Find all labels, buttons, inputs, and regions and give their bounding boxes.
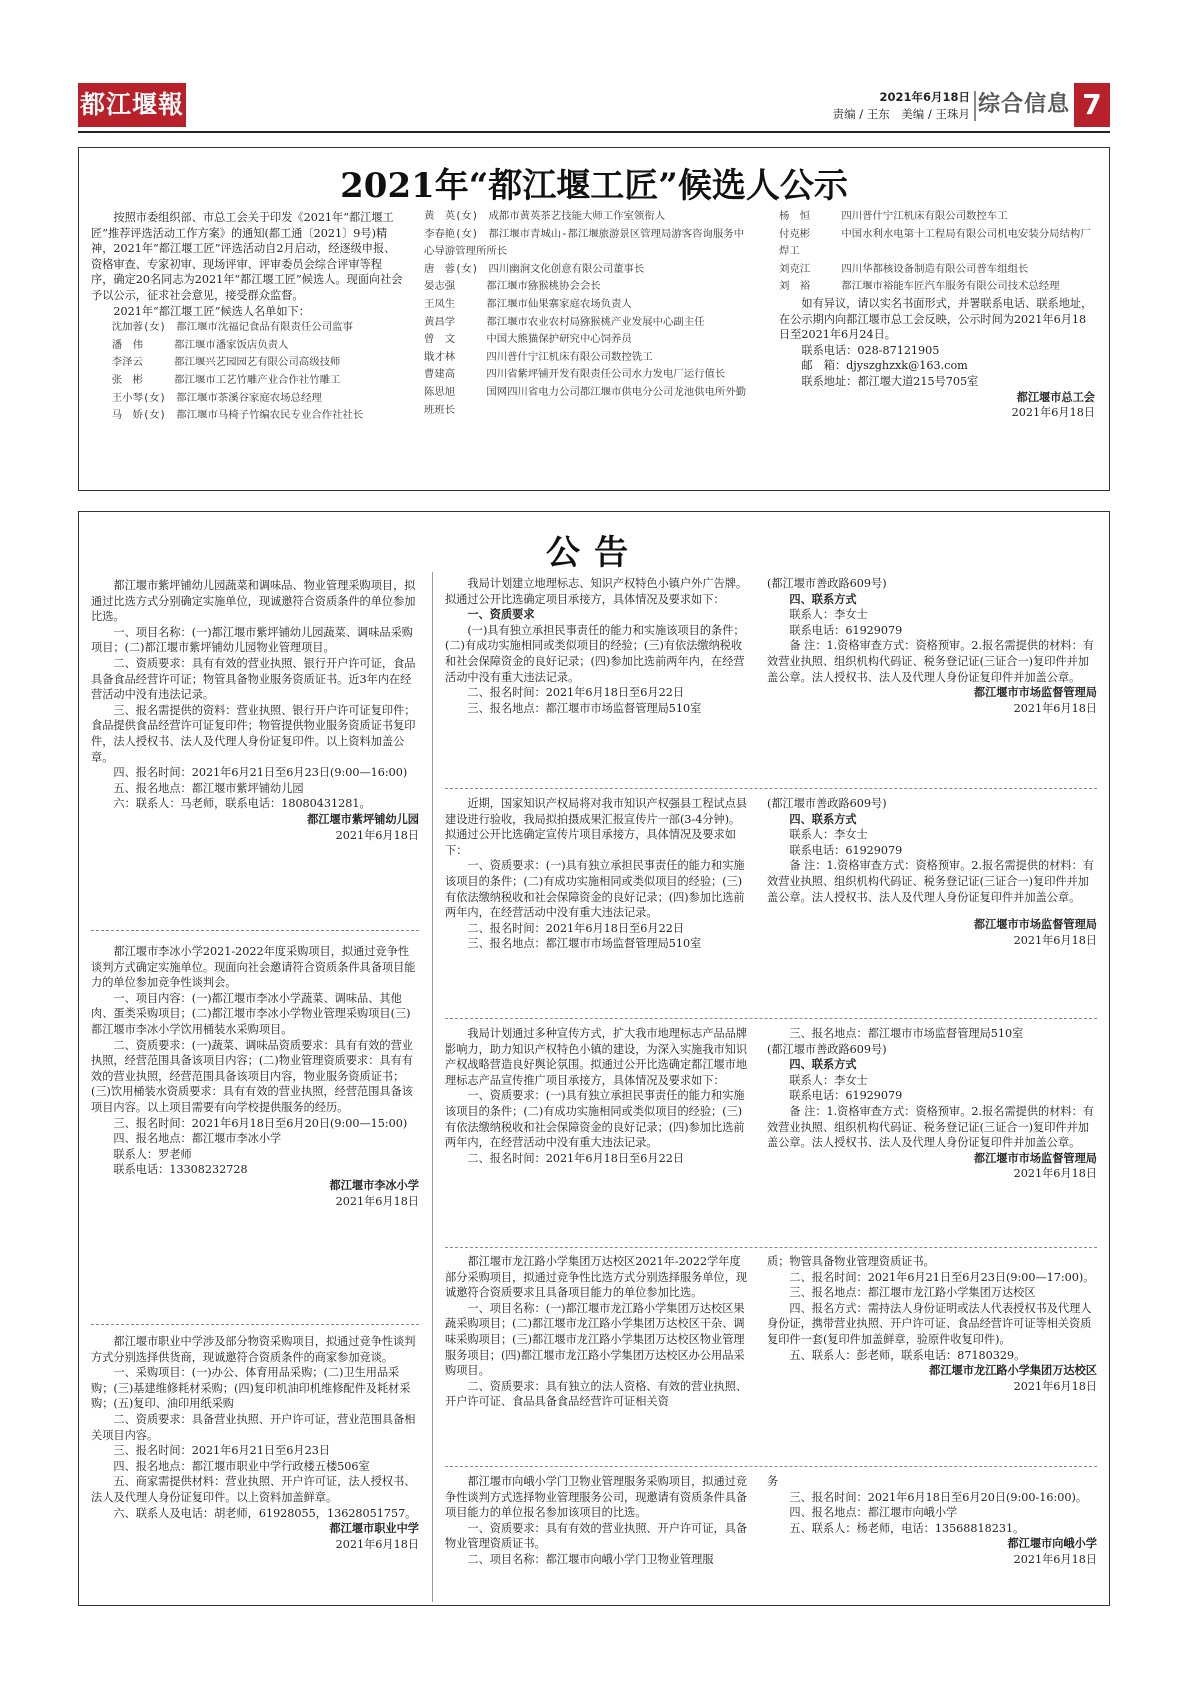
announcement-item: 一、资质要求：(一)具有独立承担民事责任的能力和实施该项目的条件；(二)有成功实施相同或类似项目的经验；(三)有依法缴纳税收和社会保障资金的良好记录；(四)参加比选前两年内，在经营活动中没有重大违法记录。 xyxy=(445,1089,745,1150)
announcement-date: 2021年6月18日 xyxy=(335,828,419,842)
separator xyxy=(91,1324,419,1325)
header-separator xyxy=(974,91,976,121)
announcement-xiang-e-right xyxy=(767,1474,1097,1568)
contact-person: 联系人：李女士 xyxy=(789,1073,868,1087)
announcement-item: 三、报名时间：2021年6月18日至6月20日(9:00-16:00)。 xyxy=(789,1490,1088,1504)
announcement-libing-school xyxy=(91,944,419,1209)
announcement-item: 二、项目名称：都江堰市向峨小学门卫物业管理服 xyxy=(467,1552,714,1566)
candidate-entry: 戢才林 四川普什宁江机床有限公司数控铣工 xyxy=(424,350,653,363)
notice1-column-1 xyxy=(91,210,403,425)
announcement-item: 务 xyxy=(767,1475,779,1488)
announcement-zipingpu-kindergarten xyxy=(91,578,419,843)
candidate-entry: 王凤生 都江堰市仙果寨家庭农场负责人 xyxy=(424,297,632,310)
separator xyxy=(445,1247,1097,1248)
candidate-entry: 曾 文 中国大熊猫保护研究中心饲养员 xyxy=(424,333,632,346)
contact-address: (都江堰市善政路609号) xyxy=(767,1042,887,1056)
contact-address: (都江堰市善政路609号) xyxy=(767,797,887,810)
notice1-list-heading: 2021年“都江堰工匠”候选人名单如下： xyxy=(113,304,310,318)
candidate-entry: 黄昌学 都江堰市农业农村局猕猴桃产业发展中心副主任 xyxy=(424,315,705,328)
announcement-signer: 都江堰市市场监督管理局 xyxy=(973,1150,1097,1165)
announcement-item: 三、报名时间：2021年6月18日至6月20日(9:00—15:00) xyxy=(113,1116,408,1130)
contact-phone: 联系电话：61929079 xyxy=(789,1089,903,1103)
notice1-intro: 按照市委组织部、市总工会关于印发《2021年“都江堰工匠”推荐评选活动工作方案》的通知(都工通〔2021〕9号)精神，2021年“都江堰工匠”评选活动自2月启动，经逐级申报、资格审查、专家初审、现场评审、评审委员会综合评审等程序，确定20名同志为2021年“都江堰工匠”候选人。现面向社会予以公示，征求社会意见，接受群众监督。 xyxy=(91,211,403,302)
announcement-item: 二、报名时间：2021年6月21日至6月23日(9:00—17:00)。 xyxy=(789,1270,1095,1284)
announcement-item: 质；物管具备物业管理资质证书。 xyxy=(767,1255,935,1268)
announcement-item: 一、项目名称：(一)都江堰市紫坪铺幼儿园蔬菜、调味品采购项目；(二)都江堰市紫坪铺幼儿园物业管理项目。 xyxy=(91,625,413,655)
candidate-entry: 唐 蓉(女) 四川幽涧文化创意有限公司董事长 xyxy=(424,262,645,275)
announcement-date: 2021年6月18日 xyxy=(1013,1379,1097,1393)
contact-email: 邮 箱：djyszghzxk@163.com xyxy=(801,359,968,373)
announcement-video-left xyxy=(445,796,751,952)
announcement-item: 四、报名时间：2021年6月21日至6月23日(9:00—16:00) xyxy=(113,766,408,780)
masthead xyxy=(78,83,1110,129)
announcement-item: 二、报名时间：2021年6月18日至6月22日 xyxy=(467,921,685,935)
separator xyxy=(91,930,419,931)
header-rule xyxy=(78,131,1110,133)
announcement-billboard-left xyxy=(445,576,751,716)
candidate-entry: 杨 恒 四川普什宁江机床有限公司数控车工 xyxy=(779,210,1008,222)
contact-person: 联系人：李女士 xyxy=(789,608,868,622)
candidate-entry: 李春艳(女) 都江堰市青城山-都江堰旅游景区管理局游客咨询服务中心导游管理所所长 xyxy=(424,227,745,258)
announcement-vocational-school xyxy=(91,1334,419,1552)
contact-phone: 联系电话：61929079 xyxy=(789,623,903,637)
announcement-signer: 都江堰市职业中学 xyxy=(329,1521,419,1536)
separator xyxy=(445,788,1097,789)
announcement-item: 一、资质要求：具有有效的营业执照、开户许可证，具备物业管理资质证书。 xyxy=(445,1521,748,1551)
craftsman-notice-title: 2021年“都江堰工匠”候选人公示 xyxy=(340,166,848,206)
announcement-item: 二、资质要求：具备营业执照、开户许可证，营业范围具备相关项目内容。 xyxy=(91,1412,416,1442)
announcement-item: 四、报名地点：都江堰市李冰小学 xyxy=(113,1132,282,1146)
announcement-signer: 都江堰市李冰小学 xyxy=(329,1177,419,1192)
candidate-entry: 陈思旭 国网四川省电力公司都江堰市供电分公司龙池供电所外勤班班长 xyxy=(424,385,747,416)
announcement-item: 二、资质要求：(一)蔬菜、调味品资质要求：具有有效的营业执照，经营范围具备该项目内容；(二)物业管理资质要求：具有有效的营业执照，经营范围具备该项目内容，物业服务资质证书；(三)饮用桶装水资质要求：具有有效的营业执照，经营范围具备该项目内容。以上项目需要有向学校提供服务的经历。 xyxy=(91,1038,413,1114)
announcement-item: 一、项目名称：(一)都江堰市龙江路小学集团万达校区果蔬采购项目；(二)都江堰市龙江路小学集团万达校区干杂、调味采购项目；(三)都江堰市龙江路小学集团万达校区物业管理服务项目；(四)都江堰市龙江路小学集团万达校区办公用品采购项目。 xyxy=(445,1301,745,1378)
announcement-intro: 都江堰市职业中学涉及部分物资采购项目，拟通过竞争性谈判方式分别选择供货商，现诚邀符合资质条件的商家参加竞谈。 xyxy=(91,1335,416,1364)
announcement-item: 联系人：罗老师 xyxy=(113,1147,192,1161)
announcement-item: 四、报名地点：都江堰市职业中学行政楼五楼506室 xyxy=(113,1459,370,1473)
announcement-date: 2021年6月18日 xyxy=(335,1537,419,1551)
contact-person: 联系人：李女士 xyxy=(789,828,868,842)
candidate-list-1 xyxy=(91,319,403,425)
section-name: 综合信息 xyxy=(977,92,1070,117)
contact-heading: 四、联系方式 xyxy=(789,591,857,606)
separator xyxy=(445,1466,1097,1467)
announcement-intro: 近期，国家知识产权局将对我市知识产权强县工程试点县建设进行验收，我局拟拍摄成果汇报宣传片一部(3-4分钟)。拟通过公开比选确定宣传片项目承接方，具体情况及要求如下： xyxy=(445,797,748,857)
announcement-intro: 都江堰市向峨小学门卫物业管理服务采购项目，拟通过竞争性谈判方式选择物业管理服务公司，现邀请有资质条件具备项目能力的单位报名参加该项目的比选。 xyxy=(445,1475,748,1520)
announcement-item: (一)具有独立承担民事责任的能力和实施该项目的条件；(二)有成功实施相同或类似项目的经验；(三)有依法缴纳税收和社会保障资金的良好记录；(四)参加比选前两年内，在经营活动中没有重大违法记录。 xyxy=(445,623,745,684)
announcement-item: 五、商家需提供材料：营业执照、开户许可证，法人授权书、法人及代理人身份证复印件。以上资料加盖鲜章。 xyxy=(91,1475,416,1504)
announcement-item: 三、报名地点：都江堰市龙江路小学集团万达校区 xyxy=(789,1286,1036,1300)
contact-address: 联系地址：都江堰大道215号705室 xyxy=(801,374,979,388)
announcement-signer: 都江堰市市场监督管理局 xyxy=(973,917,1097,932)
candidate-entry: 潘 伟 都江堰市潘家饭店负责人 xyxy=(111,338,289,351)
announcement-item: 一、采购项目：(一)办公、体育用品采购；(二)卫生用品采购；(三)基建维修耗材采购；(四)复印机油印机维修配件及耗材采购；(五)复印、油印用纸采购 xyxy=(91,1366,411,1411)
contact-heading: 四、联系方式 xyxy=(789,811,857,826)
announcement-item: 三、报名地点：都江堰市市场监督管理局510室 xyxy=(467,701,702,715)
candidate-entry: 张 彬 都江堰市工艺竹雕产业合作社竹雕工 xyxy=(111,373,341,386)
announcement-date: 2021年6月18日 xyxy=(335,1194,419,1208)
notice1-column-3 xyxy=(779,208,1095,421)
announcement-date: 2021年6月18日 xyxy=(1013,933,1097,947)
announcement-signer: 都江堰市市场监督管理局 xyxy=(973,685,1097,700)
candidate-entry: 刘 裕 都江堰市裕能车匠汽车服务有限公司技术总经理 xyxy=(779,280,1060,293)
candidate-entry: 王小琴(女) 都江堰市茶溪谷家庭农场总经理 xyxy=(111,391,322,404)
announcement-item: 四、报名方式：需持法人身份证明或法人代表授权书及代理人身份证，携带营业执照、开户许可证、食品经营许可证等相关资质复印件一套(复印件加盖鲜章，验原件收复印件)。 xyxy=(767,1301,1092,1346)
contact-note: 备 注：1.资格审查方式：资格预审。2.报名需提供的材料：有效营业执照、组织机构代码证、税务登记证(三证合一)复印件并加盖公章。法人授权书、法人及代理人身份证复印件并加盖公章。 xyxy=(767,639,1094,684)
contact-address: (都江堰市善政路609号) xyxy=(767,577,887,590)
announcement-signer: 都江堰市紫坪铺幼儿园 xyxy=(307,811,419,826)
announcement-intro: 都江堰市龙江路小学集团万达校区2021年-2022学年度部分采购项目，拟通过竞争性比选方式分别选择服务单位，现诚邀符合资质要求且具备项目能力的单位参加比选。 xyxy=(445,1255,748,1300)
announcement-heading: 一、资质要求 xyxy=(467,607,535,622)
header-date: 2021年6月18日 xyxy=(879,90,970,104)
announcement-signer: 都江堰市龙江路小学集团万达校区 xyxy=(929,1363,1097,1378)
candidate-entry: 李泽云 都江堰兴艺园园艺有限公司高级技师 xyxy=(111,356,341,369)
header-info xyxy=(833,89,970,123)
candidate-entry: 刘克江 四川华都核设备制造有限公司普车组组长 xyxy=(779,262,1029,275)
contact-phone: 联系电话：61929079 xyxy=(789,843,903,857)
announcement-date: 2021年6月18日 xyxy=(1013,1167,1097,1181)
page-number: 7 xyxy=(1074,83,1110,127)
candidate-entry: 沈加蓉(女) 都江堰市沈福记食品有限责任公司监事 xyxy=(111,321,353,334)
announcement-item: 三、报名需提供的资料：营业执照、银行开户许可证复印件；食品提供食品经营许可证复印件；物管提供物业服务资质证书复印件，法人授权书、法人及代理人身份证复印件。以上资料加盖公章。 xyxy=(91,703,416,764)
announcement-item: 二、资质要求：具有有效的营业执照、银行开户许可证，食品具备食品经营许可证；物管具备物业服务资质证书。近3年内在经营活动中没有违法记录。 xyxy=(91,656,416,702)
announcement-intro: 都江堰市紫坪铺幼儿园蔬菜和调味品、物业管理采购项目，拟通过比选方式分别确定实施单位，现诚邀符合资质条件的单位参加比选。 xyxy=(91,579,416,624)
announcement-video-right xyxy=(767,796,1097,948)
announcement-intro: 都江堰市李冰小学2021-2022年度采购项目，拟通过竞争性谈判方式确定实施单位。现面向社会邀请符合资质条件具备项目能力的单位参加竞争性谈判会。 xyxy=(91,945,416,990)
candidate-list-2 xyxy=(424,208,754,419)
announcement-item: 一、资质要求：(一)具有独立承担民事责任的能力和实施该项目的条件；(二)有成功实施相同或类似项目的经验；(三)有依法缴纳税收和社会保障资金的良好记录；(四)参加比选前两年内，在经营活动中没有重大违法记录。 xyxy=(445,859,745,920)
announcement-item: 五、报名地点：都江堰市紫坪铺幼儿园 xyxy=(113,781,304,795)
announcement-item: 五、联系人：杨老师，电话：13568818231。 xyxy=(789,1521,1025,1535)
candidate-entry: 付克彬 中国水利水电第十工程局有限公司机电安装分局结构厂焊工 xyxy=(779,227,1091,258)
announcement-item: 四、报名地点：都江堰市向峨小学 xyxy=(789,1506,958,1520)
contact-note: 备 注：1.资格审查方式：资格预审。2.报名需提供的材料：有效营业执照、组织机构代码证、税务登记证(三证合一)复印件并加盖公章。法人授权书、法人及代理人身份证复印件并加盖公章。 xyxy=(767,859,1094,904)
announcement-item: 三、报名地点：都江堰市市场监督管理局510室 xyxy=(467,937,702,951)
announcement-item: 六：联系人：马老师，联系电话：18080431281。 xyxy=(113,797,371,811)
contact-phone: 联系电话：028-87121905 xyxy=(801,343,940,357)
announcement-xiang-e-left xyxy=(445,1474,751,1568)
announcement-item: 二、报名时间：2021年6月18日至6月22日 xyxy=(467,1151,685,1165)
announcement-date: 2021年6月18日 xyxy=(1013,1552,1097,1566)
contact-note: 备 注：1.资格审查方式：资格预审。2.报名需提供的材料：有效营业执照、组织机构代码证、税务登记证(三证合一)复印件并加盖公章。法人授权书、法人及代理人身份证复印件并加盖公章。 xyxy=(767,1104,1094,1150)
announcement-geo-promo-left xyxy=(445,1026,751,1166)
candidate-entry: 晏志强 都江堰市猕猴桃协会会长 xyxy=(424,280,601,293)
contact-heading: 四、联系方式 xyxy=(789,1057,857,1072)
announcement-item: 联系电话：13308232728 xyxy=(113,1163,248,1177)
header-editors: 责编 / 王东 美编 / 王珠月 xyxy=(832,107,970,121)
announcement-intro: 我局计划通过多种宣传方式，扩大我市地理标志产品品牌影响力，助力知识产权特色小镇的建设，为深入实施我市知识产权战略营造良好舆论氛围。拟通过公开比选确定都江堰市地理标志产品宣传推广项目承接方，具体情况及要求如下： xyxy=(445,1027,748,1087)
announcement-item: 三、报名时间：2021年6月21日至6月23日 xyxy=(113,1444,331,1458)
column-divider xyxy=(432,572,433,1602)
announcement-title: 公告 xyxy=(546,533,642,573)
candidate-entry: 马 娇(女) 都江堰市马椅子竹编农民专业合作社社长 xyxy=(111,409,364,422)
announcement-intro: 我局计划建立地理标志、知识产权特色小镇户外广告牌。拟通过公开比选确定项目承接方，具体情况及要求如下： xyxy=(445,577,748,606)
craftsman-notice xyxy=(78,147,1110,491)
separator xyxy=(445,1018,1097,1019)
announcement-geo-promo-right xyxy=(767,1026,1097,1182)
announcement-billboard-right xyxy=(767,576,1097,716)
announcement-longjiang-left xyxy=(445,1254,751,1410)
announcement-section xyxy=(78,511,1110,1606)
notice1-signer: 都江堰市总工会 xyxy=(1016,389,1095,404)
announcement-signer: 都江堰市向峨小学 xyxy=(1007,1536,1097,1551)
notice1-date: 2021年6月18日 xyxy=(1011,406,1095,420)
candidate-entry: 曹建高 四川省紫坪铺开发有限责任公司水力发电厂运行值长 xyxy=(424,368,726,381)
announcement-item: 五、联系人：彭老师，联系电话：87180329。 xyxy=(789,1348,1026,1362)
announcement-item: 一、项目内容：(一)都江堰市李冰小学蔬菜、调味品、其他肉、蛋类采购项目；(二)都江堰市李冰小学物业管理采购项目(三)都江堰市李冰小学饮用桶装水采购项目。 xyxy=(91,991,411,1036)
objection-text: 如有异议，请以实名书面形式，并署联系电话、联系地址，在公示期内向都江堰市总工会反映，公示时间为2021年6月18日至2021年6月24日。 xyxy=(779,296,1093,342)
announcement-item: 二、报名时间：2021年6月18日至6月22日 xyxy=(467,686,685,700)
announcement-longjiang-right xyxy=(767,1254,1097,1394)
candidate-list-3 xyxy=(779,208,1095,296)
announcement-item: 三、报名地点：都江堰市市场监督管理局510室 xyxy=(789,1027,1024,1040)
announcement-item: 六、联系人及电话：胡老师，61928055，13628051757。 xyxy=(113,1506,417,1520)
announcement-date: 2021年6月18日 xyxy=(1013,701,1097,715)
newspaper-logo: 都江堰報 xyxy=(78,83,186,127)
candidate-entry: 黄 英(女) 成都市黄英茶艺技能大师工作室领衔人 xyxy=(424,210,666,222)
announcement-item: 二、资质要求：具有独立的法人资格、有效的营业执照、开户许可证、食品具备食品经营许可证相关资 xyxy=(445,1379,748,1409)
